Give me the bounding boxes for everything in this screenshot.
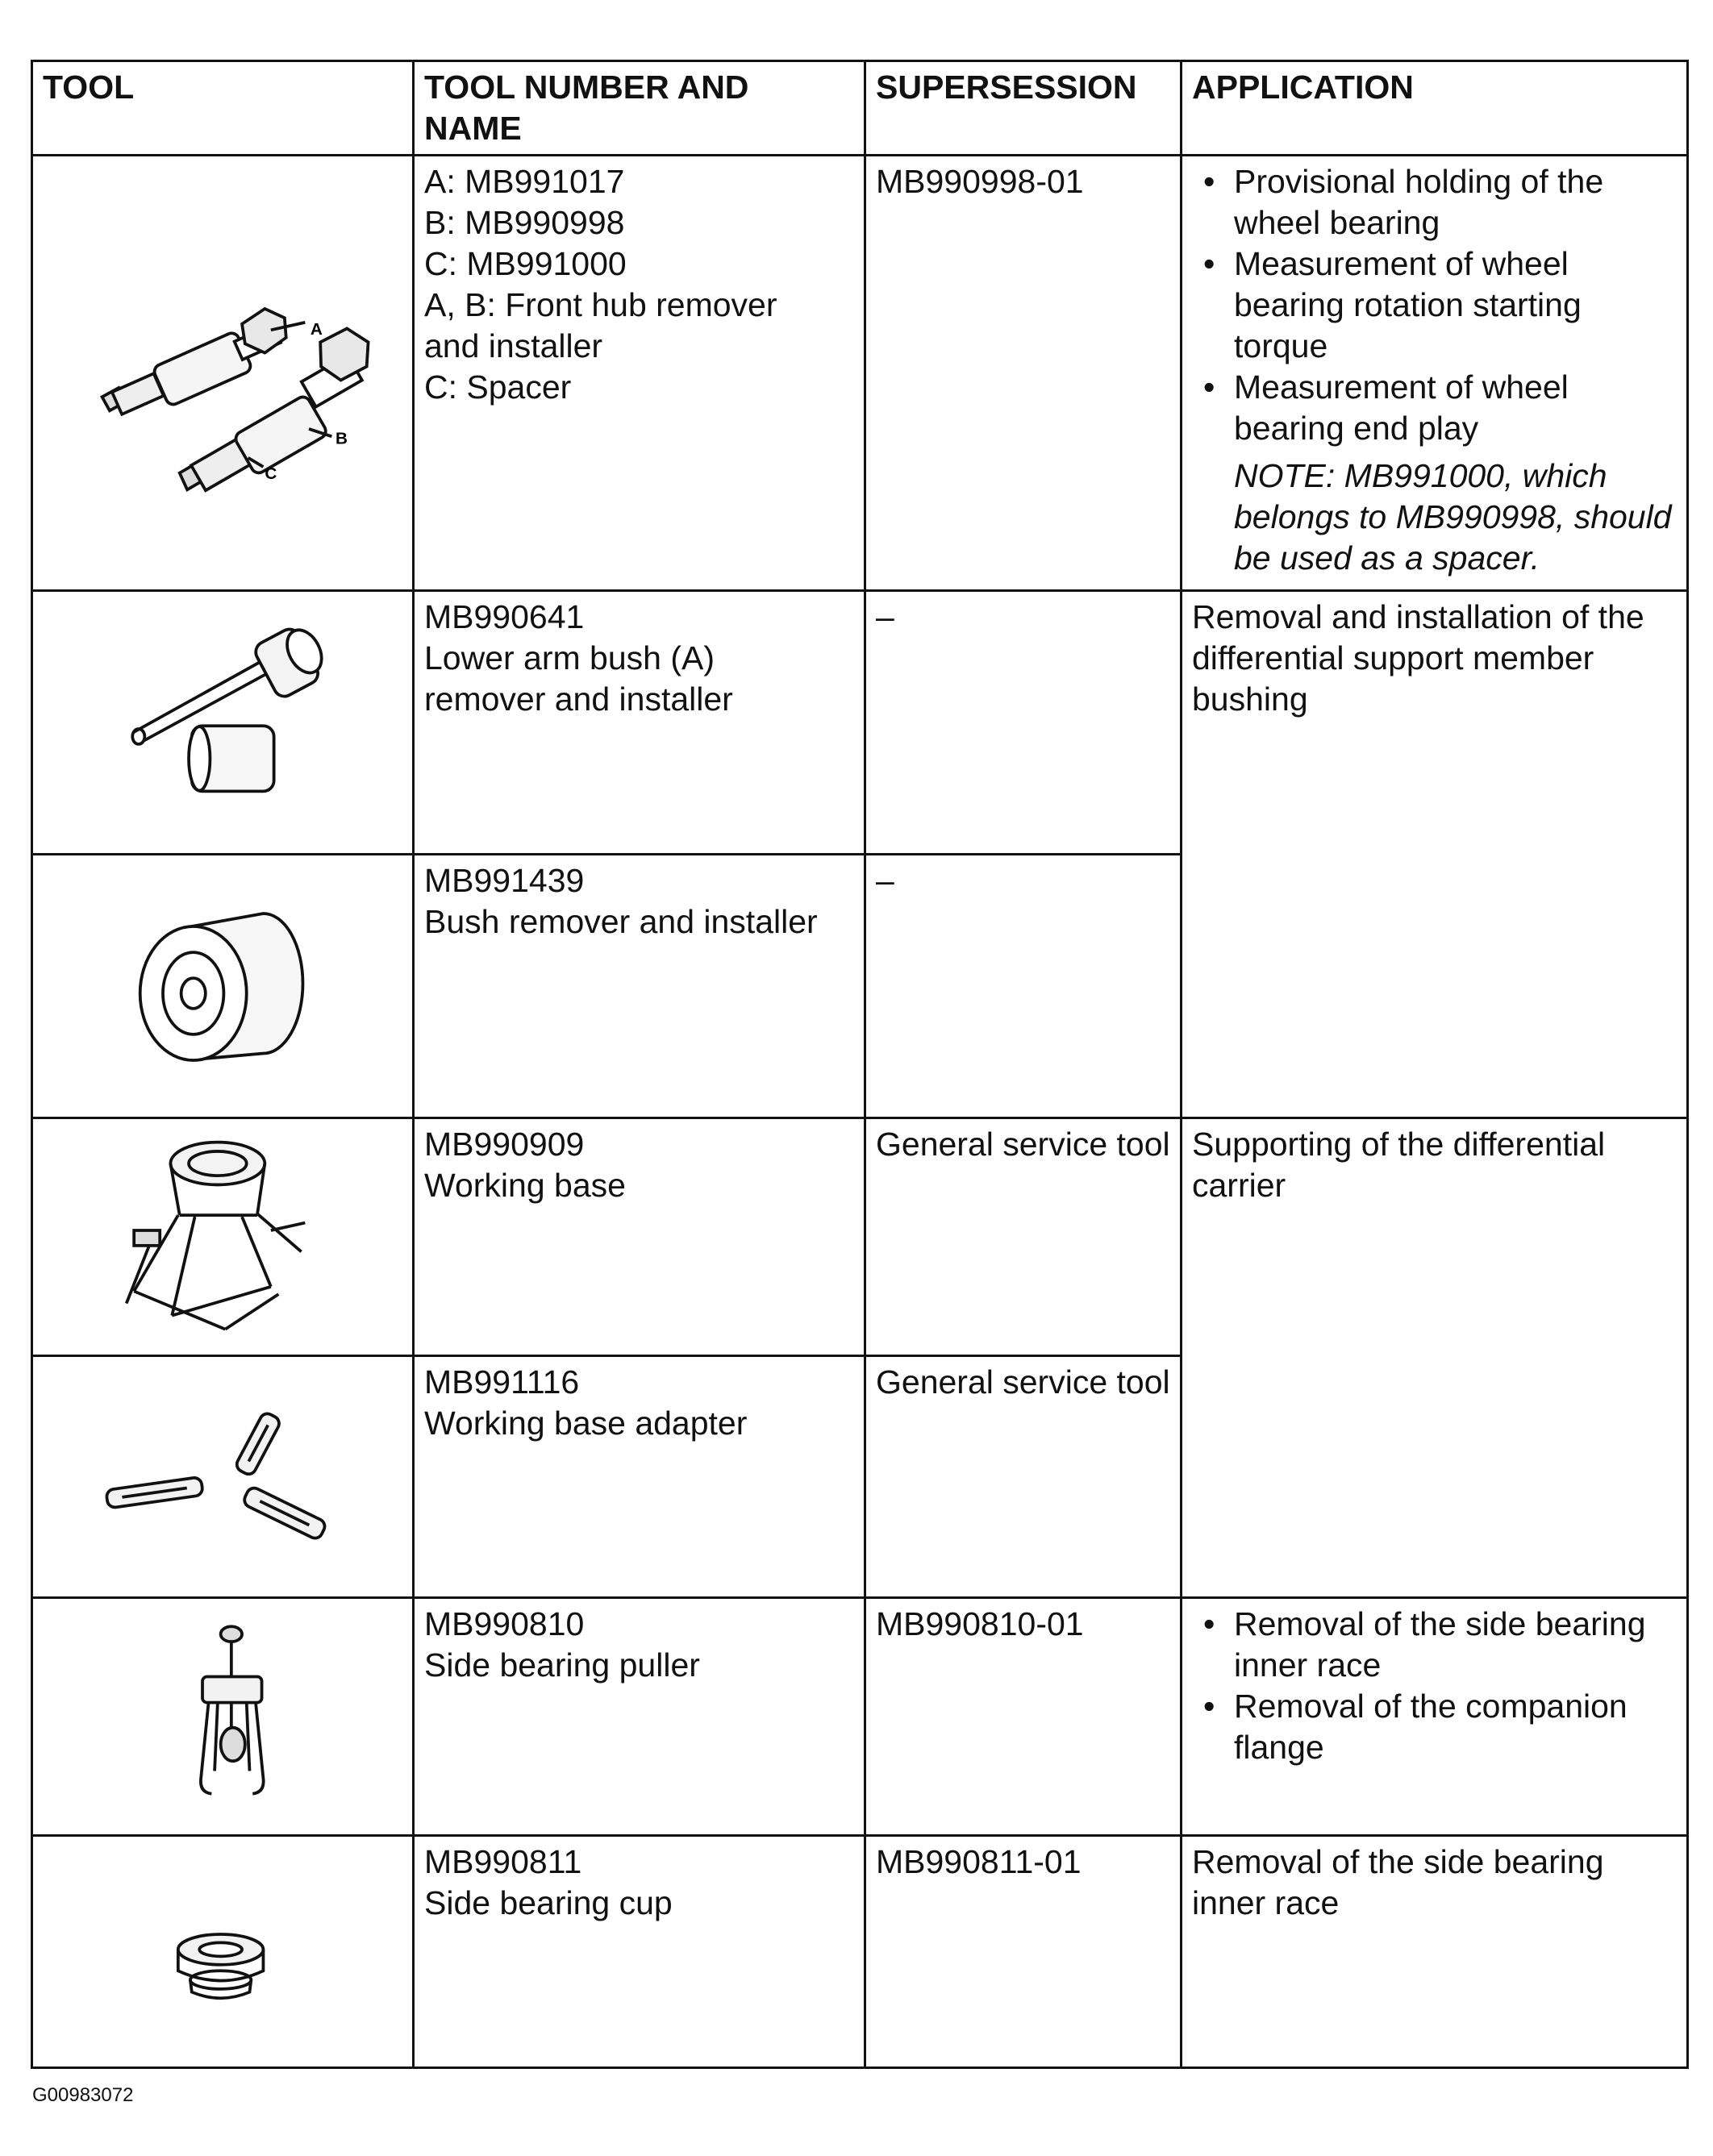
line: MB990909 — [424, 1126, 585, 1163]
header-application: APPLICATION — [1182, 61, 1688, 156]
list-item: • Removal of the side bearing inner race — [1192, 1604, 1677, 1686]
application-list — [1192, 1604, 1677, 1768]
tool-illustration-cell — [32, 1118, 414, 1356]
supersession: General service tool — [865, 1118, 1182, 1356]
application-list — [1192, 161, 1677, 449]
table-row — [32, 591, 1688, 855]
tool-illustration-cell — [32, 855, 414, 1118]
application-note: NOTE: MB991000, which belongs to MB990998, should be used as a spacer. — [1234, 457, 1672, 576]
callout-c: C — [265, 464, 277, 484]
tool-illustration-cell — [32, 1836, 414, 2068]
special-tools-table — [31, 60, 1689, 2069]
line: MB990811 — [424, 1843, 582, 1880]
line: and installer — [424, 327, 603, 364]
application: Removal and installation of the differential support member bushing — [1182, 591, 1688, 1118]
supersession: MB990810-01 — [865, 1598, 1182, 1836]
list-item: • Measurement of wheel bearing rotation starting torque — [1192, 243, 1677, 367]
list-item: • Removal of the companion flange — [1192, 1686, 1677, 1768]
header-supersession: SUPERSESSION — [865, 61, 1182, 156]
working-base-adapter-illustration — [43, 1362, 402, 1590]
line: MB991439 — [424, 862, 585, 899]
tool-illustration-cell — [32, 156, 414, 591]
line: remover and installer — [424, 681, 733, 718]
tool-number-and-name — [414, 156, 865, 591]
line: MB991116 — [424, 1363, 580, 1401]
line: Side bearing puller — [424, 1646, 700, 1684]
callout-b: B — [336, 429, 348, 448]
lower-arm-bush-remover-installer-illustration — [43, 597, 402, 845]
front-hub-remover-installer-illustration — [43, 161, 402, 572]
line: Lower arm bush (A) — [424, 639, 715, 676]
list-item: • Provisional holding of the wheel bearing — [1192, 161, 1677, 243]
line: A: MB991017 — [424, 163, 625, 200]
tool-illustration-cell — [32, 1356, 414, 1598]
line: MB990810 — [424, 1605, 585, 1642]
line: Working base adapter — [424, 1405, 748, 1442]
supersession: – — [865, 591, 1182, 855]
line: Working base — [424, 1167, 626, 1204]
tool-number-and-name — [414, 1836, 865, 2068]
figure-id: G00983072 — [32, 2084, 134, 2106]
application — [1182, 156, 1688, 591]
tool-number-and-name — [414, 1598, 865, 1836]
bush-remover-installer-illustration — [43, 860, 402, 1109]
table-row — [32, 156, 1688, 591]
line: MB990641 — [424, 598, 585, 635]
supersession: – — [865, 855, 1182, 1118]
line: A, B: Front hub remover — [424, 286, 777, 323]
callout-a: A — [310, 319, 323, 339]
table-row — [32, 1598, 1688, 1836]
line: C: MB991000 — [424, 245, 627, 282]
tool-number-and-name — [414, 1356, 865, 1598]
tool-number-and-name — [414, 855, 865, 1118]
working-base-illustration — [43, 1124, 402, 1348]
table-header-row — [32, 61, 1688, 156]
line: Side bearing cup — [424, 1884, 673, 1921]
list-item: • Measurement of wheel bearing end play — [1192, 367, 1677, 449]
application — [1182, 1598, 1688, 1836]
line: Bush remover and installer — [424, 903, 818, 940]
application: Supporting of the differential carrier — [1182, 1118, 1688, 1598]
tool-number-and-name — [414, 591, 865, 855]
line: C: Spacer — [424, 368, 572, 406]
side-bearing-cup-illustration — [43, 1842, 402, 2061]
table-row — [32, 1836, 1688, 2068]
tool-illustration-cell — [32, 1598, 414, 1836]
tool-illustration-cell — [32, 591, 414, 855]
line: B: MB990998 — [424, 204, 625, 241]
table-row — [32, 1118, 1688, 1356]
header-tool-number-and-name: TOOL NUMBER AND NAME — [414, 61, 865, 156]
header-tool: TOOL — [32, 61, 414, 156]
tool-number-and-name — [414, 1118, 865, 1356]
supersession: General service tool — [865, 1356, 1182, 1598]
supersession: MB990811-01 — [865, 1836, 1182, 2068]
side-bearing-puller-illustration — [43, 1604, 402, 1828]
supersession: MB990998-01 — [865, 156, 1182, 591]
application: Removal of the side bearing inner race — [1182, 1836, 1688, 2068]
